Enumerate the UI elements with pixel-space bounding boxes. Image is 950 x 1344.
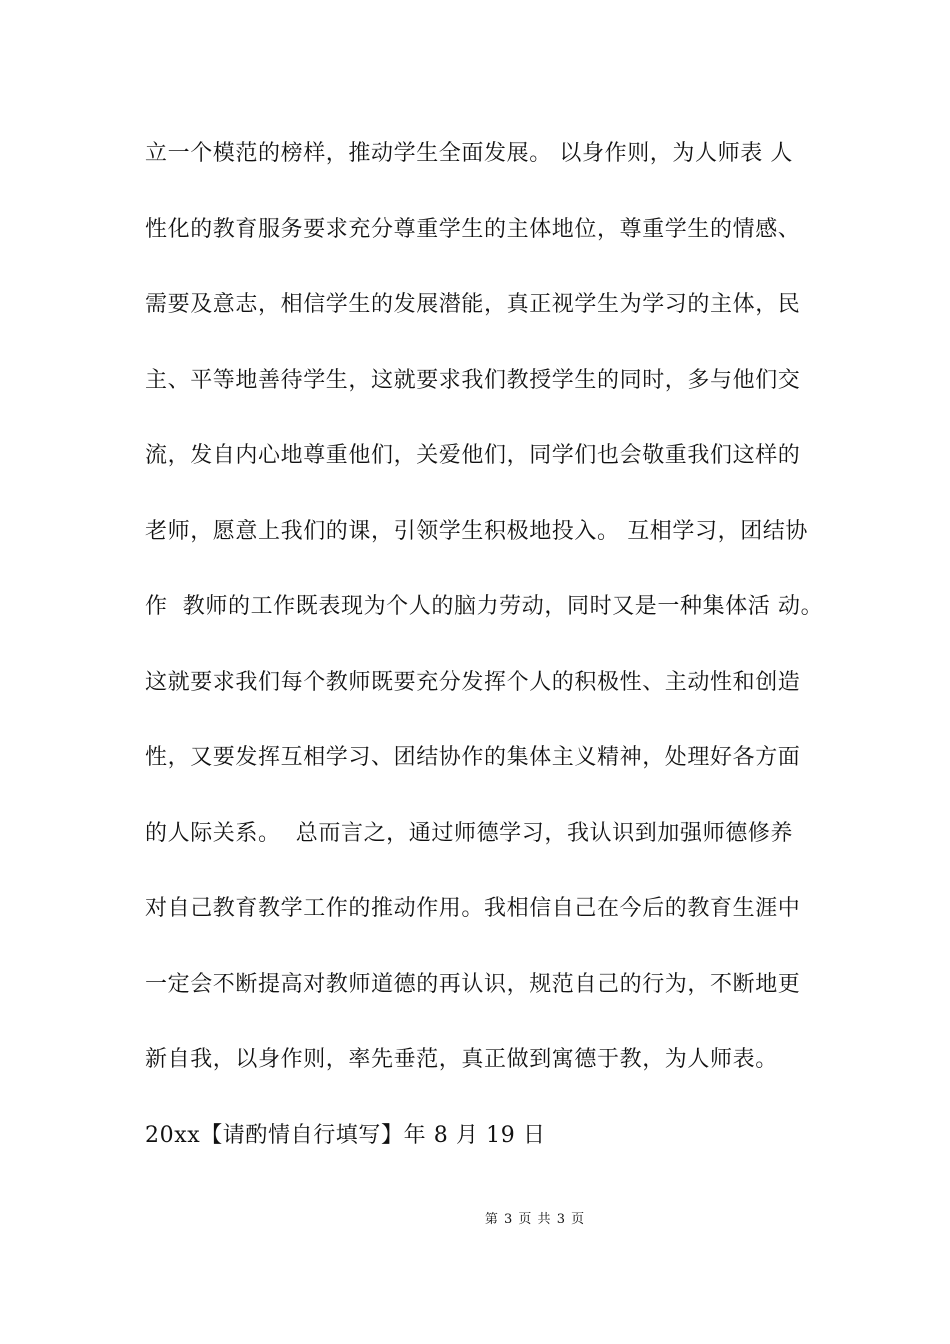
text-line-3: 需要及意志，相信学生的发展潜能，真正视学生为学习的主体，民 <box>145 292 801 317</box>
text-line-1: 立一个模范的榜样，推动学生全面发展。 以身作则，为人师表 人 <box>145 141 793 166</box>
body-text <box>145 136 825 1193</box>
text-line-6: 老师，愿意上我们的课，引领学生积极地投入。 互相学习，团结协 <box>145 518 808 544</box>
text-line-11: 对自己教育教学工作的推动作用。我相信自己在今后的教育生涯中 <box>145 896 801 921</box>
text-line-2: 性化的教育服务要求充分尊重学生的主体地位，尊重学生的情感、 <box>145 216 801 242</box>
text-line-5: 流，发自内心地尊重他们，关爱他们，同学们也会敬重我们这样的 <box>145 443 801 468</box>
text-line-4: 主、平等地善待学生，这就要求我们教授学生的同时，多与他们交 <box>145 367 801 393</box>
text-line-8: 这就要求我们每个教师既要充分发挥个人的积极性、主动性和创造 <box>145 669 801 695</box>
text-line-12: 一定会不断提高对教师道德的再认识，规范自己的行为，不断地更 <box>145 971 801 997</box>
page-number-footer: 第 3 页 共 3 页 <box>484 1212 586 1227</box>
text-line-9: 性，又要发挥互相学习、团结协作的集体主义精神，处理好各方面 <box>145 745 801 770</box>
date-line: 20xx【请酌情自行填写】年 8 月 19 日 <box>145 1122 546 1148</box>
text-line-13: 新自我，以身作则，率先垂范，真正做到寓德于教，为人师表。 <box>145 1047 778 1072</box>
text-line-10: 的人际关系。 总而言之，通过师德学习，我认识到加强师德修养 <box>145 820 793 846</box>
text-line-7: 作 教师的工作既表现为个人的脑力劳动，同时又是一种集体活 动。 <box>145 594 824 619</box>
